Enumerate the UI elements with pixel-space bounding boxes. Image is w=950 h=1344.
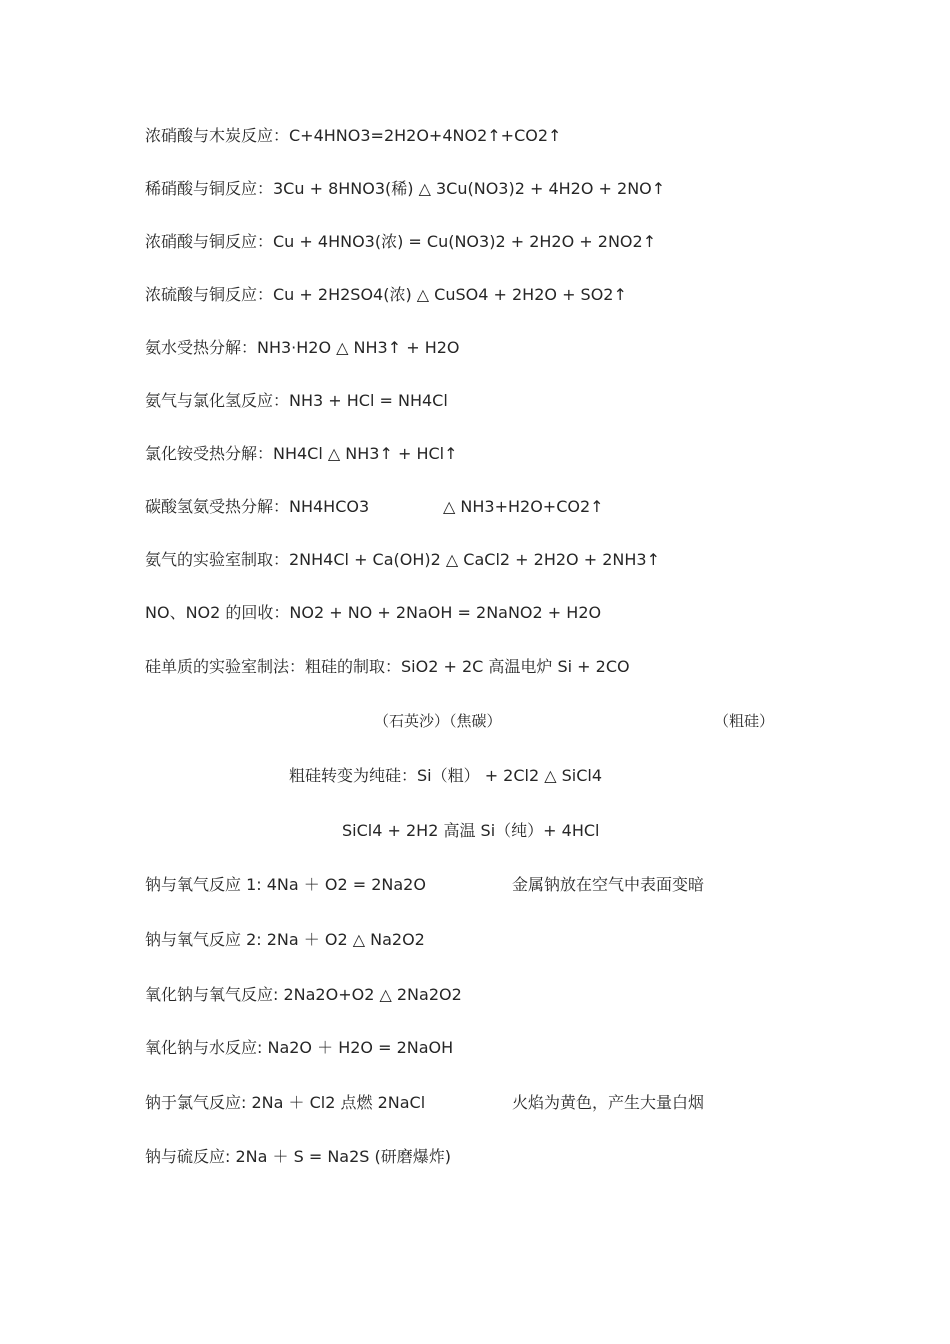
equation-line: 钠与氧气反应 2: 2Na ＋ O2 △ Na2O2 <box>145 930 425 949</box>
equation-line-right: △ NH3+H2O+CO2↑ <box>443 497 604 516</box>
equation-line: 氯化铵受热分解：NH4Cl △ NH3↑ + HCl↑ <box>145 444 458 463</box>
equation-line: 氨气的实验室制取：2NH4Cl + Ca(OH)2 △ CaCl2 + 2H2O + 2NH3↑ <box>145 550 660 569</box>
equation-line: 氨气与氯化氢反应：NH3 + HCl = NH4Cl <box>145 391 448 410</box>
annotation-quartz-coke: （石英沙）（焦碳） <box>374 712 502 730</box>
equation-line: 稀硝酸与铜反应：3Cu + 8HNO3(稀) △ 3Cu(NO3)2 + 4H2O + 2NO↑ <box>145 179 666 198</box>
equation-line: 钠与硫反应: 2Na ＋ S = Na2S (研磨爆炸) <box>145 1147 452 1166</box>
equation-line: 浓硝酸与木炭反应：C+4HNO3=2H2O+4NO2↑+CO2↑ <box>145 126 562 145</box>
equation-note: 金属钠放在空气中表面变暗 <box>512 875 705 894</box>
equation-line: 氧化钠与氧气反应: 2Na2O+O2 △ 2Na2O2 <box>145 985 462 1004</box>
equation-line: 钠于氯气反应: 2Na ＋ Cl2 点燃 2NaCl <box>145 1093 426 1112</box>
equation-line: NO、NO2 的回收：NO2 + NO + 2NaOH = 2NaNO2 + H2O <box>145 603 602 622</box>
equation-line: SiCl4 + 2H2 高温 Si（纯）+ 4HCl <box>342 821 600 840</box>
equation-line: 浓硫酸与铜反应：Cu + 2H2SO4(浓) △ CuSO4 + 2H2O + SO2↑ <box>145 285 627 304</box>
equation-note: 火焰为黄色，产生大量白烟 <box>512 1093 705 1112</box>
equation-line-left: 碳酸氢氨受热分解：NH4HCO3 <box>145 497 370 516</box>
equation-line: 氨水受热分解：NH3·H2O △ NH3↑ + H2O <box>145 338 460 357</box>
annotation-crude-silicon: （粗硅） <box>714 712 775 730</box>
equation-line: 粗硅转变为纯硅：Si（粗） + 2Cl2 △ SiCl4 <box>289 766 603 785</box>
equation-line: 浓硝酸与铜反应：Cu + 4HNO3(浓) = Cu(NO3)2 + 2H2O + 2NO2↑ <box>145 232 657 251</box>
equation-line: 硅单质的实验室制法：粗硅的制取：SiO2 + 2C 高温电炉 Si + 2CO <box>145 657 630 676</box>
equation-line: 钠与氧气反应 1: 4Na ＋ O2 = 2Na2O <box>145 875 426 894</box>
equation-line: 氧化钠与水反应: Na2O ＋ H2O = 2NaOH <box>145 1038 454 1057</box>
